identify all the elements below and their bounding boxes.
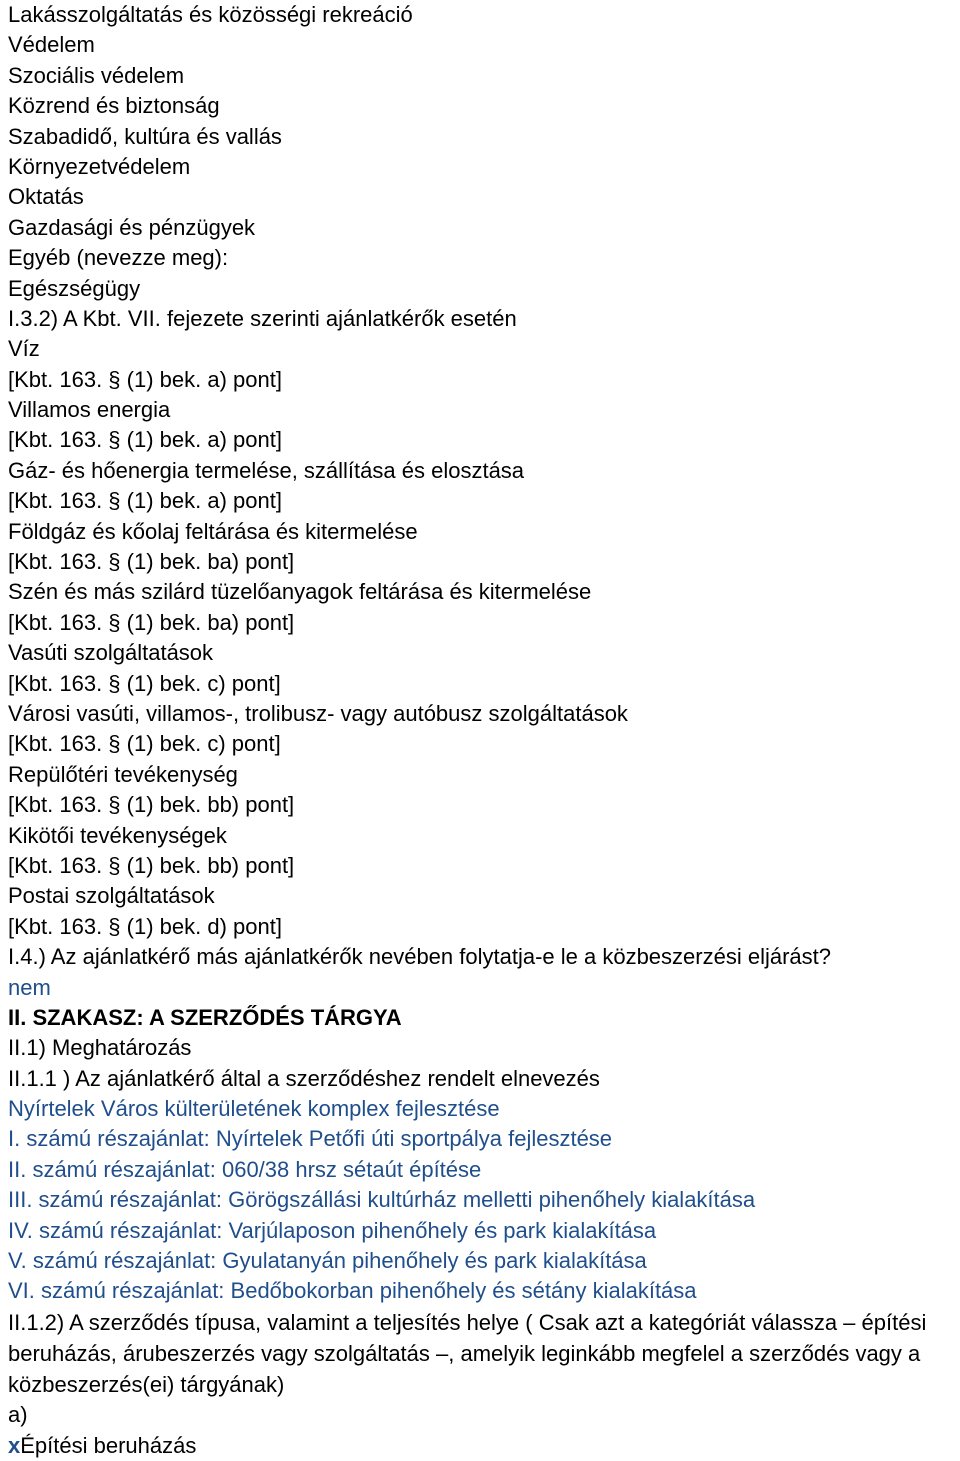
legal-reference: [Kbt. 163. § (1) bek. d) pont] — [8, 913, 282, 939]
activity-urban-transport: Városi vasúti, villamos-, trolibusz- vagy autóbusz szolgáltatások — [8, 700, 628, 726]
legal-reference: [Kbt. 163. § (1) bek. bb) pont] — [8, 792, 295, 818]
heading-ii-1-1: II.1.1 ) Az ajánlatkérő által a szerződéshez rendelt elnevezés — [8, 1065, 600, 1091]
category-leisure: Szabadidő, kultúra és vallás — [8, 123, 282, 149]
activity-postal: Postai szolgáltatások — [8, 883, 215, 909]
legal-reference: [Kbt. 163. § (1) bek. ba) pont] — [8, 549, 295, 575]
activity-electricity: Villamos energia — [8, 397, 171, 423]
answer-value: nem — [8, 974, 51, 1000]
contract-type-label: Építési beruházás — [20, 1432, 197, 1458]
document-body — [8, 0, 958, 1461]
legal-reference: [Kbt. 163. § (1) bek. c) pont] — [8, 670, 281, 696]
selected-mark: x — [8, 1432, 21, 1458]
category-education: Oktatás — [8, 184, 84, 210]
category-social-protection: Szociális védelem — [8, 62, 185, 88]
category-other: Egyéb (nevezze meg): — [8, 245, 229, 271]
category-public-order: Közrend és biztonság — [8, 93, 220, 119]
option-label-a: a) — [8, 1402, 28, 1428]
lot-item: II. számú részajánlat: 060/38 hrsz sétaút építése — [8, 1156, 482, 1182]
category-housing: Lakásszolgáltatás és közösségi rekreáció — [8, 2, 413, 27]
heading-ii-1-2: II.1.2) A szerződés típusa, valamint a teljesítés helye ( Csak azt a kategóriát válassza – építési beruházás, árubeszerzés vagy szolgáltatás –, amelyik leginkább megfelel a szerződés vagy a közbeszerzés(ei) tárgyának) — [8, 1309, 927, 1398]
lot-item: IV. számú részajánlat: Varjúlaposon pihenőhely és park kialakítása — [8, 1217, 657, 1243]
lot-item: V. számú részajánlat: Gyulatanyán pihenőhely és park kialakítása — [8, 1248, 647, 1274]
legal-reference: [Kbt. 163. § (1) bek. a) pont] — [8, 427, 282, 453]
category-health: Egészségügy — [8, 275, 141, 301]
lot-item: I. számú részajánlat: Nyírtelek Petőfi úti sportpálya fejlesztése — [8, 1126, 613, 1152]
heading-ii-1: II.1) Meghatározás — [8, 1035, 192, 1061]
legal-reference: [Kbt. 163. § (1) bek. bb) pont] — [8, 852, 295, 878]
legal-reference: [Kbt. 163. § (1) bek. ba) pont] — [8, 609, 295, 635]
legal-reference: [Kbt. 163. § (1) bek. c) pont] — [8, 731, 281, 757]
section-heading-i-3-2: I.3.2) A Kbt. VII. fejezete szerinti ajánlatkérők esetén — [8, 305, 517, 331]
activity-water: Víz — [8, 336, 40, 362]
activity-airport: Repülőtéri tevékenység — [8, 761, 238, 787]
legal-reference: [Kbt. 163. § (1) bek. a) pont] — [8, 366, 282, 392]
lot-item: VI. számú részajánlat: Bedőbokorban pihenőhely és sétány kialakítása — [8, 1278, 697, 1304]
contract-name: Nyírtelek Város külterületének komplex fejlesztése — [8, 1096, 500, 1122]
contract-type-selection — [8, 1431, 958, 1461]
category-environment: Környezetvédelem — [8, 153, 191, 179]
activity-railway: Vasúti szolgáltatások — [8, 640, 214, 666]
activity-oil-gas-extraction: Földgáz és kőolaj feltárása és kitermelése — [8, 518, 418, 544]
activity-gas-heat: Gáz- és hőenergia termelése, szállítása és elosztása — [8, 457, 525, 483]
question-i-4: I.4.) Az ajánlatkérő más ajánlatkérők nevében folytatja-e le a közbeszerzési eljárást? — [8, 944, 831, 970]
category-defense: Védelem — [8, 32, 95, 58]
lot-item: III. számú részajánlat: Görögszállási kultúrház melletti pihenőhely kialakítása — [8, 1187, 756, 1213]
section-title-ii: II. SZAKASZ: A SZERZŐDÉS TÁRGYA — [8, 1004, 402, 1030]
activity-port: Kikötői tevékenységek — [8, 822, 227, 848]
legal-reference: [Kbt. 163. § (1) bek. a) pont] — [8, 488, 282, 514]
activity-coal-extraction: Szén és más szilárd tüzelőanyagok feltárása és kitermelése — [8, 579, 592, 605]
category-economic: Gazdasági és pénzügyek — [8, 214, 256, 240]
